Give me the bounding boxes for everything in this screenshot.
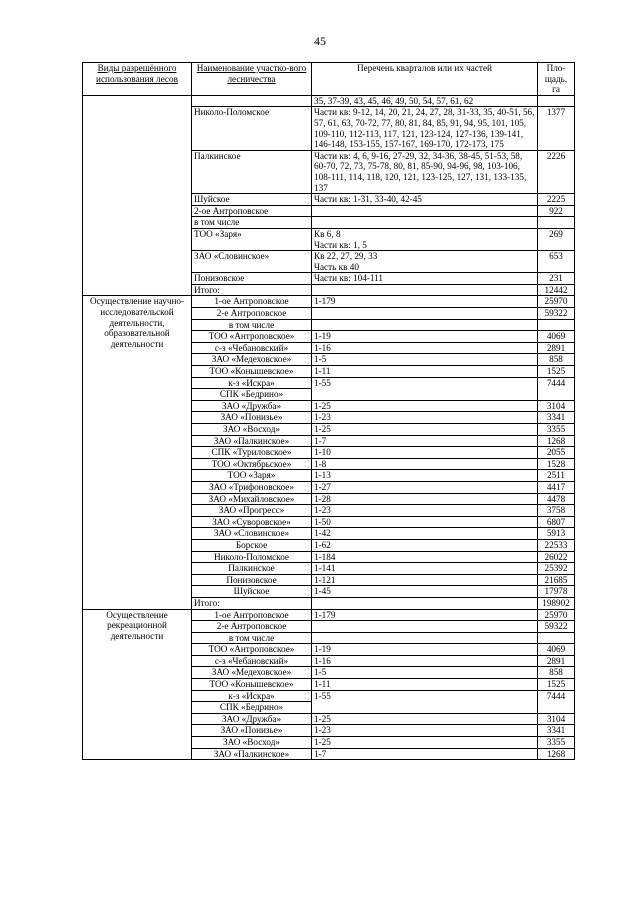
forestry-name-cell: в том числе (192, 319, 312, 331)
quarters-cell (312, 217, 538, 229)
forestry-name-cell: Понизовское (192, 574, 312, 586)
forestry-name-cell: ЗАО «Восход» (192, 424, 312, 436)
quarters-cell: 1-179 (312, 609, 538, 621)
quarters-cell: 1-5 (312, 667, 538, 679)
quarters-cell: 1-16 (312, 655, 538, 667)
quarters-cell: 1-7 (312, 748, 538, 760)
forestry-name-cell: Николо-Поломское (192, 551, 312, 563)
area-cell: 2511 (538, 470, 575, 482)
quarters-cell (312, 597, 538, 609)
header-forestry-name: Наименование участко-вого лесничества (192, 63, 312, 96)
area-cell: 3355 (538, 737, 575, 749)
quarters-cell: 1-11 (312, 679, 538, 691)
forestry-name-cell: ЗАО «Суворовское» (192, 516, 312, 528)
area-cell: 26022 (538, 551, 575, 563)
area-cell: 12442 (538, 284, 575, 296)
forestry-name-cell: СПК «Бедрино» (192, 702, 312, 714)
quarters-cell: 1-121 (312, 574, 538, 586)
area-cell: 4478 (538, 493, 575, 505)
forestry-name-cell: к-з «Искра» (192, 690, 312, 702)
area-cell: 198902 (538, 597, 575, 609)
quarters-cell (312, 205, 538, 217)
quarters-cell: 1-19 (312, 644, 538, 656)
forestry-name-cell: 2-е Антроповское (192, 621, 312, 633)
forestry-name-cell: ЗАО «Михайловское» (192, 493, 312, 505)
area-cell: 2225 (538, 194, 575, 206)
forestry-name-cell: ЗАО «Понизье» (192, 412, 312, 424)
forestry-name-cell: Борское (192, 539, 312, 551)
quarters-cell: Части кв: 1-31, 33-40, 42-45 (312, 194, 538, 206)
quarters-cell: Кв 22, 27, 29, 33 Часть кв 40 (312, 251, 538, 273)
quarters-cell: 1-25 (312, 424, 538, 436)
quarters-cell: 1-19 (312, 331, 538, 343)
area-cell: 858 (538, 667, 575, 679)
area-cell (538, 632, 575, 644)
forestry-name-cell: ТОО «Заря» (192, 470, 312, 482)
area-cell: 231 (538, 273, 575, 285)
area-cell: 6807 (538, 516, 575, 528)
quarters-cell: 1-55 (312, 690, 538, 713)
area-cell: 59322 (538, 308, 575, 320)
area-cell: 25970 (538, 296, 575, 308)
forestry-name-cell: Николо-Поломское (192, 107, 312, 150)
forestry-name-cell: ЗАО «Прогресс» (192, 505, 312, 517)
forestry-name-cell: 2-ое Антроповское (192, 205, 312, 217)
table-row (83, 609, 575, 621)
quarters-cell: 1-8 (312, 458, 538, 470)
table-row (83, 95, 575, 107)
forestry-name-cell: ЗАО «Трифоновское» (192, 481, 312, 493)
area-cell (538, 95, 575, 107)
area-cell: 4069 (538, 331, 575, 343)
quarters-cell: 1-141 (312, 563, 538, 575)
forestry-name-cell: 1-ое Антроповское (192, 296, 312, 308)
forestry-name-cell: Понизовское (192, 273, 312, 285)
use-kind-cell (83, 95, 192, 296)
quarters-cell (312, 284, 538, 296)
area-cell: 3341 (538, 412, 575, 424)
header-use-kind: Виды разрешённого использования лесов (83, 63, 192, 96)
table-row (83, 296, 575, 308)
area-cell: 269 (538, 228, 575, 250)
quarters-cell: 1-25 (312, 400, 538, 412)
quarters-cell: 1-10 (312, 447, 538, 459)
forestry-name-cell: ЗАО «Словинское» (192, 251, 312, 273)
header-area: Пло-щадь, га (538, 63, 575, 96)
quarters-cell: 1-184 (312, 551, 538, 563)
forestry-name-cell: ЗАО «Палкинское» (192, 748, 312, 760)
forestry-name-cell: ЗАО «Медеховское» (192, 667, 312, 679)
quarters-cell: Части кв: 104-111 (312, 273, 538, 285)
page-number: 45 (314, 34, 326, 48)
forestry-name-cell: ЗАО «Палкинское» (192, 435, 312, 447)
quarters-cell: 1-23 (312, 505, 538, 517)
area-cell: 21685 (538, 574, 575, 586)
forestry-name-cell: СПК «Туриловское» (192, 447, 312, 459)
area-cell: 17978 (538, 586, 575, 598)
forestry-name-cell: ТОО «Антроповское» (192, 644, 312, 656)
area-cell: 1525 (538, 679, 575, 691)
quarters-cell: 1-11 (312, 366, 538, 378)
area-cell: 5913 (538, 528, 575, 540)
area-cell: 858 (538, 354, 575, 366)
table-header-row (83, 63, 575, 96)
quarters-cell: 1-7 (312, 435, 538, 447)
quarters-cell: 1-27 (312, 481, 538, 493)
area-cell: 4069 (538, 644, 575, 656)
area-cell (538, 217, 575, 229)
forestry-name-cell: в том числе (192, 217, 312, 229)
area-cell: 1377 (538, 107, 575, 150)
use-kind-cell: Осуществление научно-исследовательской деятельности, образовательной деятельности (83, 296, 192, 609)
forestry-name-cell: ТОО «Конышевское» (192, 679, 312, 691)
area-cell: 1268 (538, 435, 575, 447)
quarters-cell: 1-16 (312, 342, 538, 354)
forestry-name-cell: 1-ое Антроповское (192, 609, 312, 621)
forestry-name-cell: Шуйское (192, 194, 312, 206)
forestry-name-cell: Шуйское (192, 586, 312, 598)
area-cell: 2055 (538, 447, 575, 459)
area-cell: 1525 (538, 366, 575, 378)
forestry-name-cell: к-з «Искра» (192, 377, 312, 389)
forestry-name-cell (192, 95, 312, 107)
area-cell: 653 (538, 251, 575, 273)
forestry-name-cell: ТОО «Октябрьское» (192, 458, 312, 470)
area-cell: 25392 (538, 563, 575, 575)
forestry-name-cell: с-з «Чебановский» (192, 342, 312, 354)
forestry-name-cell: в том числе (192, 632, 312, 644)
land-use-table (82, 62, 575, 760)
area-cell: 3341 (538, 725, 575, 737)
forestry-name-cell: Палкинское (192, 150, 312, 193)
area-cell: 3104 (538, 713, 575, 725)
quarters-cell: 1-5 (312, 354, 538, 366)
area-cell: 3104 (538, 400, 575, 412)
quarters-cell: Части кв: 4, 6, 9-16, 27-29, 32, 34-36, 38-45, 51-53, 58, 60-70, 72, 73, 75-78, 80, 81, 85-90, 94-96, 98, 103-106, 108-111, 114, 118, 120, 121, 123-125, 127, 131, 133-135, 137 (312, 150, 538, 193)
header-quarters: Перечень кварталов или их частей (312, 63, 538, 96)
quarters-cell: 1-13 (312, 470, 538, 482)
area-cell: 922 (538, 205, 575, 217)
quarters-cell: 1-23 (312, 412, 538, 424)
area-cell: 4417 (538, 481, 575, 493)
quarters-cell: 1-45 (312, 586, 538, 598)
area-cell: 25970 (538, 609, 575, 621)
use-kind-cell: Осуществление рекреационной деятельности (83, 609, 192, 760)
quarters-cell: 1-23 (312, 725, 538, 737)
quarters-cell (312, 632, 538, 644)
forestry-name-cell: Итого: (192, 597, 312, 609)
quarters-cell (312, 621, 538, 633)
quarters-cell: 1-55 (312, 377, 538, 400)
area-cell (538, 319, 575, 331)
forestry-name-cell: ЗАО «Медеховское» (192, 354, 312, 366)
forestry-name-cell: ЗАО «Дружба» (192, 400, 312, 412)
area-cell: 22533 (538, 539, 575, 551)
quarters-cell: 1-179 (312, 296, 538, 308)
area-cell: 2226 (538, 150, 575, 193)
forestry-name-cell: СПК «Бедрино» (192, 389, 312, 401)
area-cell: 1268 (538, 748, 575, 760)
quarters-cell: Части кв: 9-12, 14, 20, 21, 24, 27, 28, 31-33, 35, 40-51, 56, 57, 61, 63, 70-72, 77, 80, 81, 84, 85, 91, 94, 95, 101, 105, 109-110, 112-113, 117, 121, 123-124, 127-136, 139-141, 146-148, 153-155, 157-167, 169-170, 172-173, 175 (312, 107, 538, 150)
forestry-name-cell: ЗАО «Дружба» (192, 713, 312, 725)
quarters-cell: 1-25 (312, 713, 538, 725)
forestry-name-cell: с-з «Чебановский» (192, 655, 312, 667)
forestry-name-cell: ТОО «Заря» (192, 228, 312, 250)
forestry-name-cell: ЗАО «Восход» (192, 737, 312, 749)
quarters-cell: 35, 37-39, 43, 45, 46, 49, 50, 54, 57, 61, 62 (312, 95, 538, 107)
quarters-cell (312, 319, 538, 331)
quarters-cell: 1-25 (312, 737, 538, 749)
area-cell: 59322 (538, 621, 575, 633)
area-cell: 2891 (538, 342, 575, 354)
area-cell: 7444 (538, 690, 575, 713)
area-cell: 1528 (538, 458, 575, 470)
forestry-name-cell: Палкинское (192, 563, 312, 575)
area-cell: 3758 (538, 505, 575, 517)
area-cell: 3355 (538, 424, 575, 436)
forestry-name-cell: ТОО «Конышевское» (192, 366, 312, 378)
quarters-cell: 1-62 (312, 539, 538, 551)
area-cell: 2891 (538, 655, 575, 667)
forestry-name-cell: ЗАО «Словинское» (192, 528, 312, 540)
area-cell: 7444 (538, 377, 575, 400)
quarters-cell: Кв 6, 8 Части кв: 1, 5 (312, 228, 538, 250)
forestry-name-cell: Итого: (192, 284, 312, 296)
forestry-name-cell: ЗАО «Понизье» (192, 725, 312, 737)
forestry-name-cell: 2-е Антроповское (192, 308, 312, 320)
forestry-name-cell: ТОО «Антроповское» (192, 331, 312, 343)
quarters-cell: 1-50 (312, 516, 538, 528)
quarters-cell: 1-42 (312, 528, 538, 540)
quarters-cell: 1-28 (312, 493, 538, 505)
quarters-cell (312, 308, 538, 320)
